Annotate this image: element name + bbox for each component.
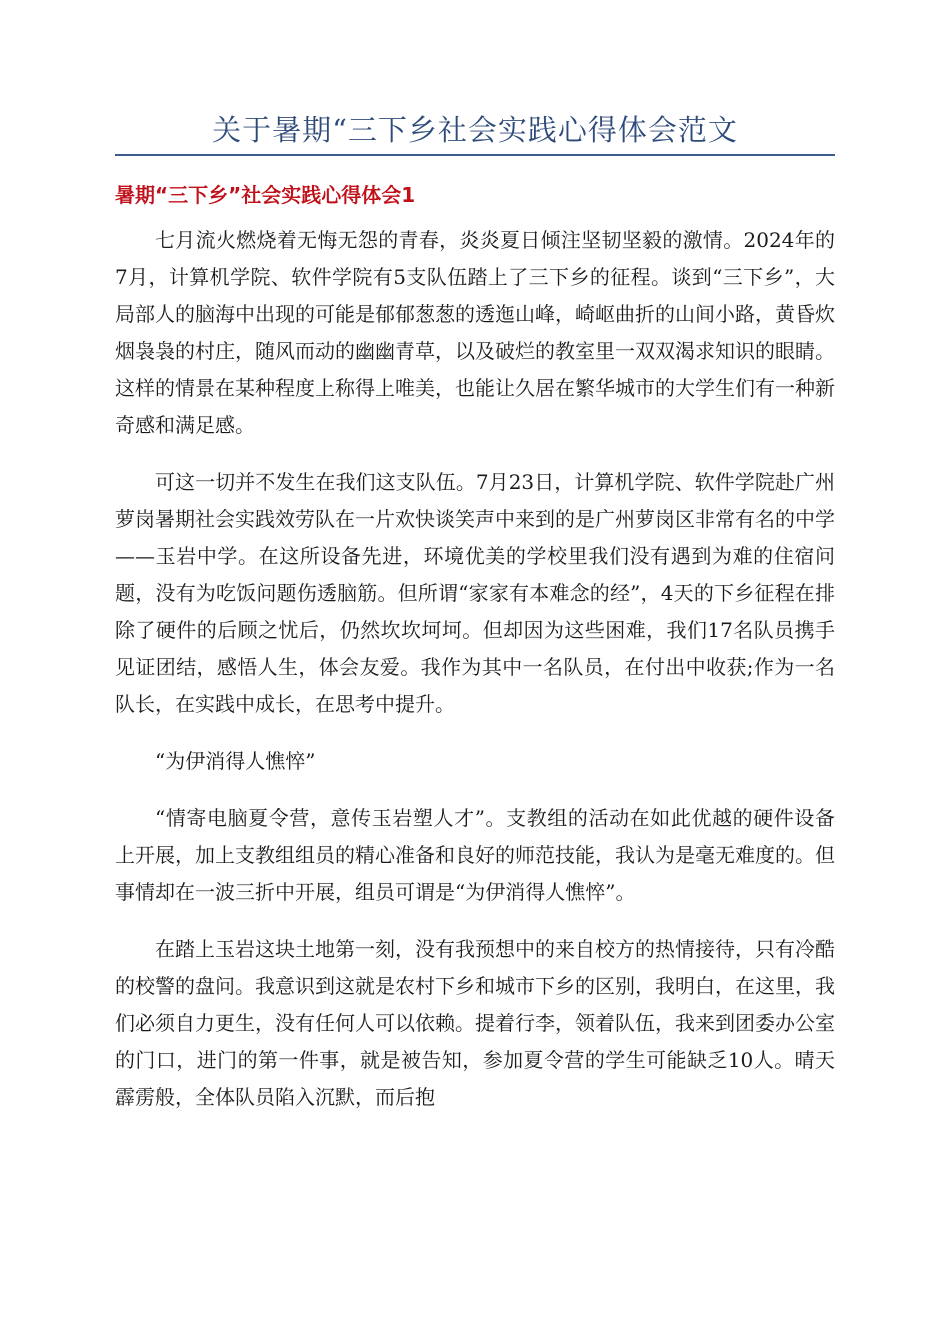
paragraph-3: “情寄电脑夏令营，意传玉岩塑人才”。支教组的活动在如此优越的硬件设备上开展，加上支教组组员的精心准备和良好的师范技能，我认为是毫无难度的。但事情却在一波三折中开展，组员可谓是“为伊消得人憔悴”。	[115, 806, 835, 904]
document-body	[115, 222, 835, 1116]
title-divider	[115, 154, 835, 156]
paragraph-4: 在踏上玉岩这块土地第一刻，没有我预想中的来自校方的热情接待，只有冷酷的校警的盘问。我意识到这就是农村下乡和城市下乡的区别，我明白，在这里，我们必须自力更生，没有任何人可以依赖。提着行李，领着队伍，我来到团委办公室的门口，进门的第一件事，就是被告知，参加夏令营的学生可能缺乏10人。晴天霹雳般，全体队员陷入沉默，而后抱	[115, 937, 835, 1109]
paragraph-1: 七月流火燃烧着无悔无怨的青春，炎炎夏日倾注坚韧坚毅的激情。2024年的7月，计算机学院、软件学院有5支队伍踏上了三下乡的征程。谈到“三下乡”，大局部人的脑海中出现的可能是郁郁葱葱的透迤山峰，崎岖曲折的山间小路，黄昏炊烟袅袅的村庄，随风而动的幽幽青草，以及破烂的教室里一双双渴求知识的眼睛。这样的情景在某种程度上称得上唯美，也能让久居在繁华城市的大学生们有一种新奇感和满足感。	[115, 228, 835, 437]
section-heading: 暑期“三下乡”社会实践心得体会1	[115, 183, 416, 207]
document-title: 关于暑期“三下乡社会实践心得体会范文	[212, 113, 738, 147]
paragraph-2: 可这一切并不发生在我们这支队伍。7月23日，计算机学院、软件学院赴广州萝岗暑期社会实践效劳队在一片欢快谈笑声中来到的是广州萝岗区非常有名的中学——玉岩中学。在这所设备先进，环境优美的学校里我们没有遇到为难的住宿问题，没有为吃饭问题伤透脑筋。但所谓“家家有本难念的经”，4天的下乡征程在排除了硬件的后顾之忧后，仍然坎坎坷坷。但却因为这些困难，我们17名队员携手见证团结，感悟人生，体会友爱。我作为其中一名队员，在付出中收获;作为一名队长，在实践中成长，在思考中提升。	[115, 470, 835, 716]
paragraph-subheading: “为伊消得人憔悴”	[155, 749, 316, 773]
